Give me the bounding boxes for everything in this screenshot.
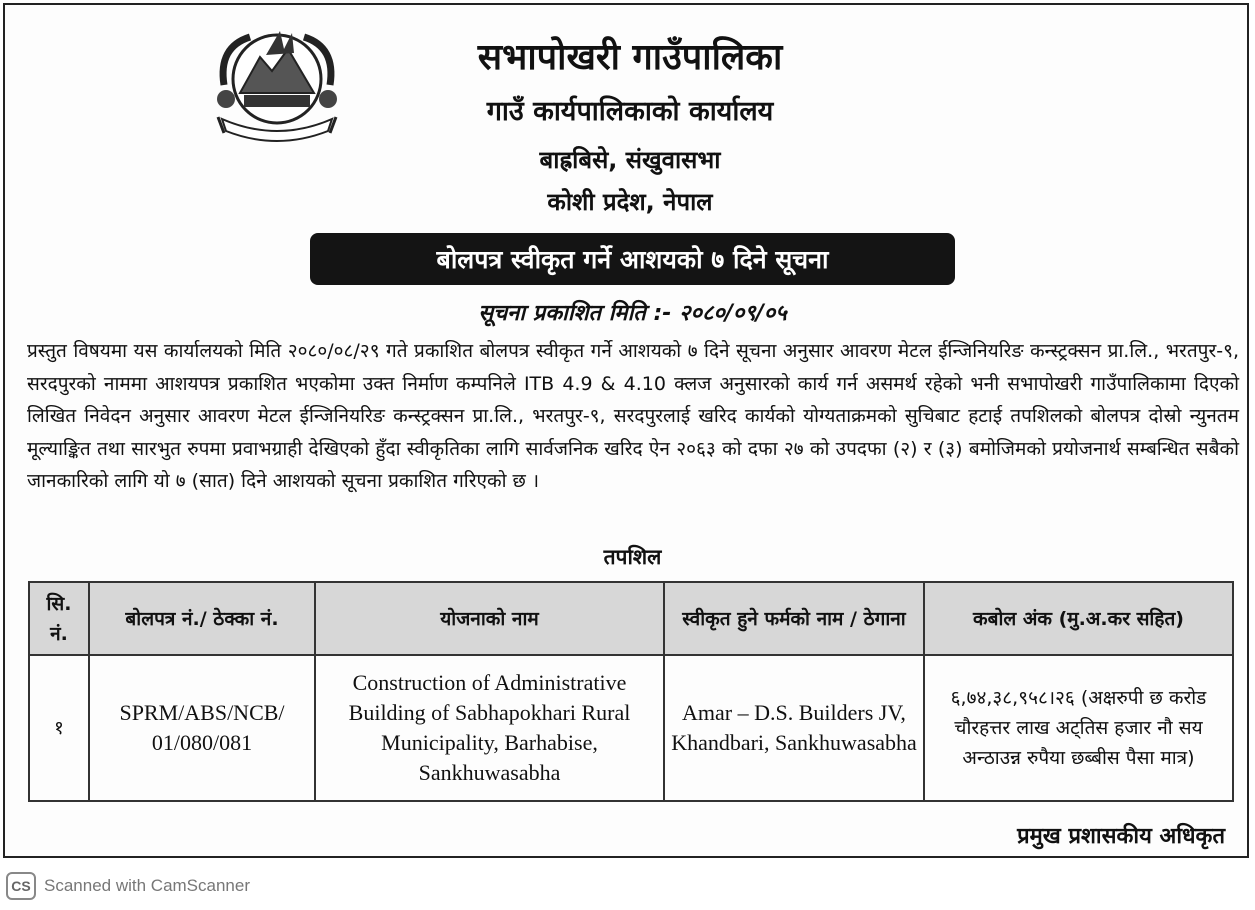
office-name: गाउँ कार्यपालिकाको कार्यालय [486,96,774,127]
table-title: तपशिल [603,545,662,569]
header-project-name: योजनाको नाम [315,582,664,655]
table-header-row [29,582,1233,655]
cell-serial: १ [29,655,89,801]
camscanner-watermark [6,871,250,901]
office-location: बाह्रबिसे, संखुवासभा [539,146,721,174]
cell-project-name: Construction of Administrative Building of Sabhapokhari Rural Municipality, Barhabise, Sankhuwasabha [315,655,664,801]
page-title: सभापोखरी गाउँपालिका [477,37,783,78]
bid-table [28,581,1234,802]
cell-bid-number: SPRM/ABS/NCB/ 01/080/081 [89,655,315,801]
table-row [29,655,1233,801]
cell-amount: ६,७४,३८,९५८।२६ (अक्षरुपी छ करोड चौरहत्तर लाख अट्तिस हजार नौ सय अन्ठाउन्न रुपैया छब्बीस पैसा मात्र) [924,655,1233,801]
header-bid-number: बोलपत्र नं./ ठेक्का नं. [89,582,315,655]
header-serial: सि. नं. [29,582,89,655]
published-date: सूचना प्रकाशित मिति :- २०८०/०९/०५ [478,301,787,326]
header-firm: स्वीकृत हुने फर्मको नाम / ठेगाना [664,582,924,655]
camscanner-text: Scanned with CamScanner [44,876,251,895]
header-amount: कबोल अंक (मु.अ.कर सहित) [924,582,1233,655]
office-province: कोशी प्रदेश, नेपाल [547,188,713,216]
notice-banner [310,233,955,285]
camscanner-logo-icon: CS [6,872,36,900]
notice-body: प्रस्तुत विषयमा यस कार्यालयको मिति २०८०/०८/२९ गते प्रकाशित बोलपत्र स्वीकृत गर्ने आशयको ७ दिने सूचना अनुसार आवरण मेटल ईन्जिनियरिङ कन्स्ट्रक्सन प्रा.लि., भरतपुर-९, सरदपुरको नाममा आशयपत्र प्रकाशित भएकोमा उक्त निर्माण कम्पनिले ITB 4.9 & 4.10 क्लज अनुसारको कार्य गर्न असमर्थ रहेको भनी सभापोखरी गाउँपालिकामा दिएको लिखित निवेदन अनुसार आवरण मेटल ईन्जिनियरिङ कन्स्ट्रक्सन प्रा.लि., भरतपुर-९, सरदपुरलाई खरिद कार्यको योग्यताक्रमको सुचिबाट हटाई तपशिलको बोलपत्र दोस्रो न्युनतम मूल्याङ्कित तथा सारभुत रुपमा प्रवाभग्राही देखिएको हुँदा स्वीकृतिका लागि सार्वजनिक खरिद ऐन २०६३ को दफा २७ को उपदफा (२) र (३) बमोजिमको प्रयोजनार्थ सम्बन्धित सबैको जानकारिको लागि यो ७ (सात) दिने आशयको सूचना प्रकाशित गरिएको छ । [27,340,1239,492]
cell-firm: Amar – D.S. Builders JV, Khandbari, Sankhuwasabha [664,655,924,801]
signature-title: प्रमुख प्रशासकीय अधिकृत [1017,824,1225,849]
notice-banner-text: बोलपत्र स्वीकृत गर्ने आशयको ७ दिने सूचना [436,245,829,274]
notice-document [3,3,1249,858]
